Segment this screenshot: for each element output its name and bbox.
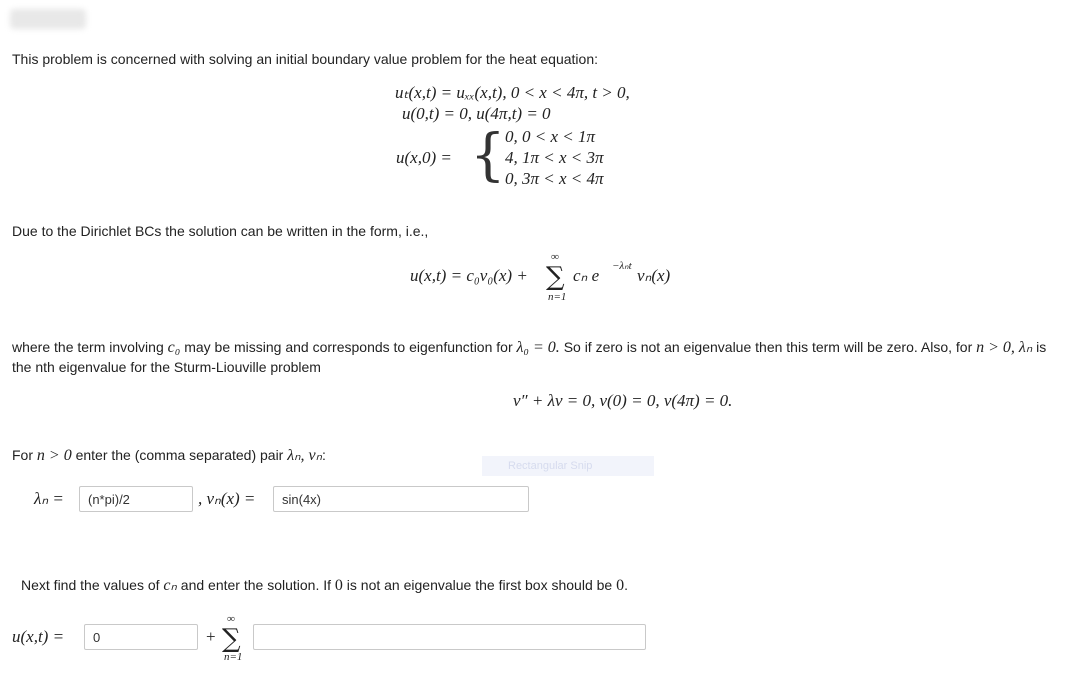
plus-sign: + xyxy=(206,627,216,646)
where-text-line2: the nth eigenvalue for the Sturm-Liouville problem xyxy=(12,359,321,375)
boundary-conditions: u(0,t) = 0, u(4π,t) = 0 xyxy=(402,104,551,123)
pde-equation: uₜ(x,t) = uₓₓ(x,t), 0 < x < 4π, t > 0, xyxy=(395,83,630,102)
next-zero1: 0 xyxy=(334,577,343,594)
next-cn: cₙ xyxy=(163,577,177,594)
dirichlet-text: Due to the Dirichlet BCs the solution can be written in the form, i.e., xyxy=(12,223,429,239)
c0-input[interactable] xyxy=(84,624,198,650)
for-n-pair: λₙ, vₙ xyxy=(287,447,323,464)
solution-term-c: cₙ e xyxy=(573,266,600,285)
next-text xyxy=(21,575,628,596)
lambda-input[interactable] xyxy=(79,486,193,512)
for-n-text xyxy=(12,445,326,466)
next-text-part1: Next find the values of xyxy=(21,577,160,593)
lambda-label: λₙ = xyxy=(34,489,64,508)
ic-case-2: 4, 1π < x < 3π xyxy=(505,148,604,167)
sum-upper-limit: ∞ xyxy=(551,251,559,263)
where-text-part4: is xyxy=(1036,339,1047,355)
intro-text: This problem is concerned with solving an initial boundary value problem for the heat equation: xyxy=(12,51,599,67)
v-label: , vₙ(x) = xyxy=(198,489,256,508)
sturm-liouville-problem: v″ + λv = 0, v(0) = 0, v(4π) = 0. xyxy=(513,391,733,410)
final-sum-lower-limit: n=1 xyxy=(224,651,243,663)
where-text-part2: may be missing and corresponds to eigenfunction for xyxy=(184,339,513,355)
v-input[interactable] xyxy=(273,486,529,512)
redacted-header xyxy=(10,9,86,29)
next-text-part2: and enter the solution. If xyxy=(180,577,332,593)
next-zero2: 0 xyxy=(616,577,625,594)
solution-term-v: vₙ(x) xyxy=(637,266,671,285)
for-n-part2: enter the (comma separated) pair xyxy=(75,447,284,463)
where-lambda0: λ₀ = 0. xyxy=(516,339,560,356)
for-n-part1: For xyxy=(12,447,33,463)
next-text-part4: . xyxy=(624,577,628,593)
where-ncond: n > 0, λₙ xyxy=(976,339,1033,356)
final-sum-sigma-icon: ∑ xyxy=(222,624,241,654)
solution-exponent: −λₙt xyxy=(612,260,632,272)
ic-case-1: 0, 0 < x < 1π xyxy=(505,127,596,146)
next-text-part3: is not an eigenvalue the first box should be xyxy=(346,577,613,593)
for-n-part3: : xyxy=(322,447,326,463)
where-text-part1: where the term involving xyxy=(12,339,164,355)
sum-sigma-icon: ∑ xyxy=(546,262,565,292)
ic-case-3: 0, 3π < x < 4π xyxy=(505,169,604,188)
sum-lower-limit: n=1 xyxy=(548,291,567,303)
where-text-line1 xyxy=(12,337,1046,358)
snip-tooltip: Rectangular Snip xyxy=(482,456,654,476)
final-lhs: u(x,t) = xyxy=(12,627,65,646)
left-brace: { xyxy=(470,123,506,188)
solution-form-lhs: u(x,t) = c₀v₀(x) + xyxy=(410,266,528,285)
where-c0: c₀ xyxy=(167,339,181,356)
initial-condition-lhs: u(x,0) = xyxy=(396,148,452,167)
for-n-cond: n > 0 xyxy=(36,447,72,464)
series-input[interactable] xyxy=(253,624,646,650)
final-sum-upper-limit: ∞ xyxy=(227,613,235,625)
where-text-part3: So if zero is not an eigenvalue then this term will be zero. Also, for xyxy=(563,339,973,355)
